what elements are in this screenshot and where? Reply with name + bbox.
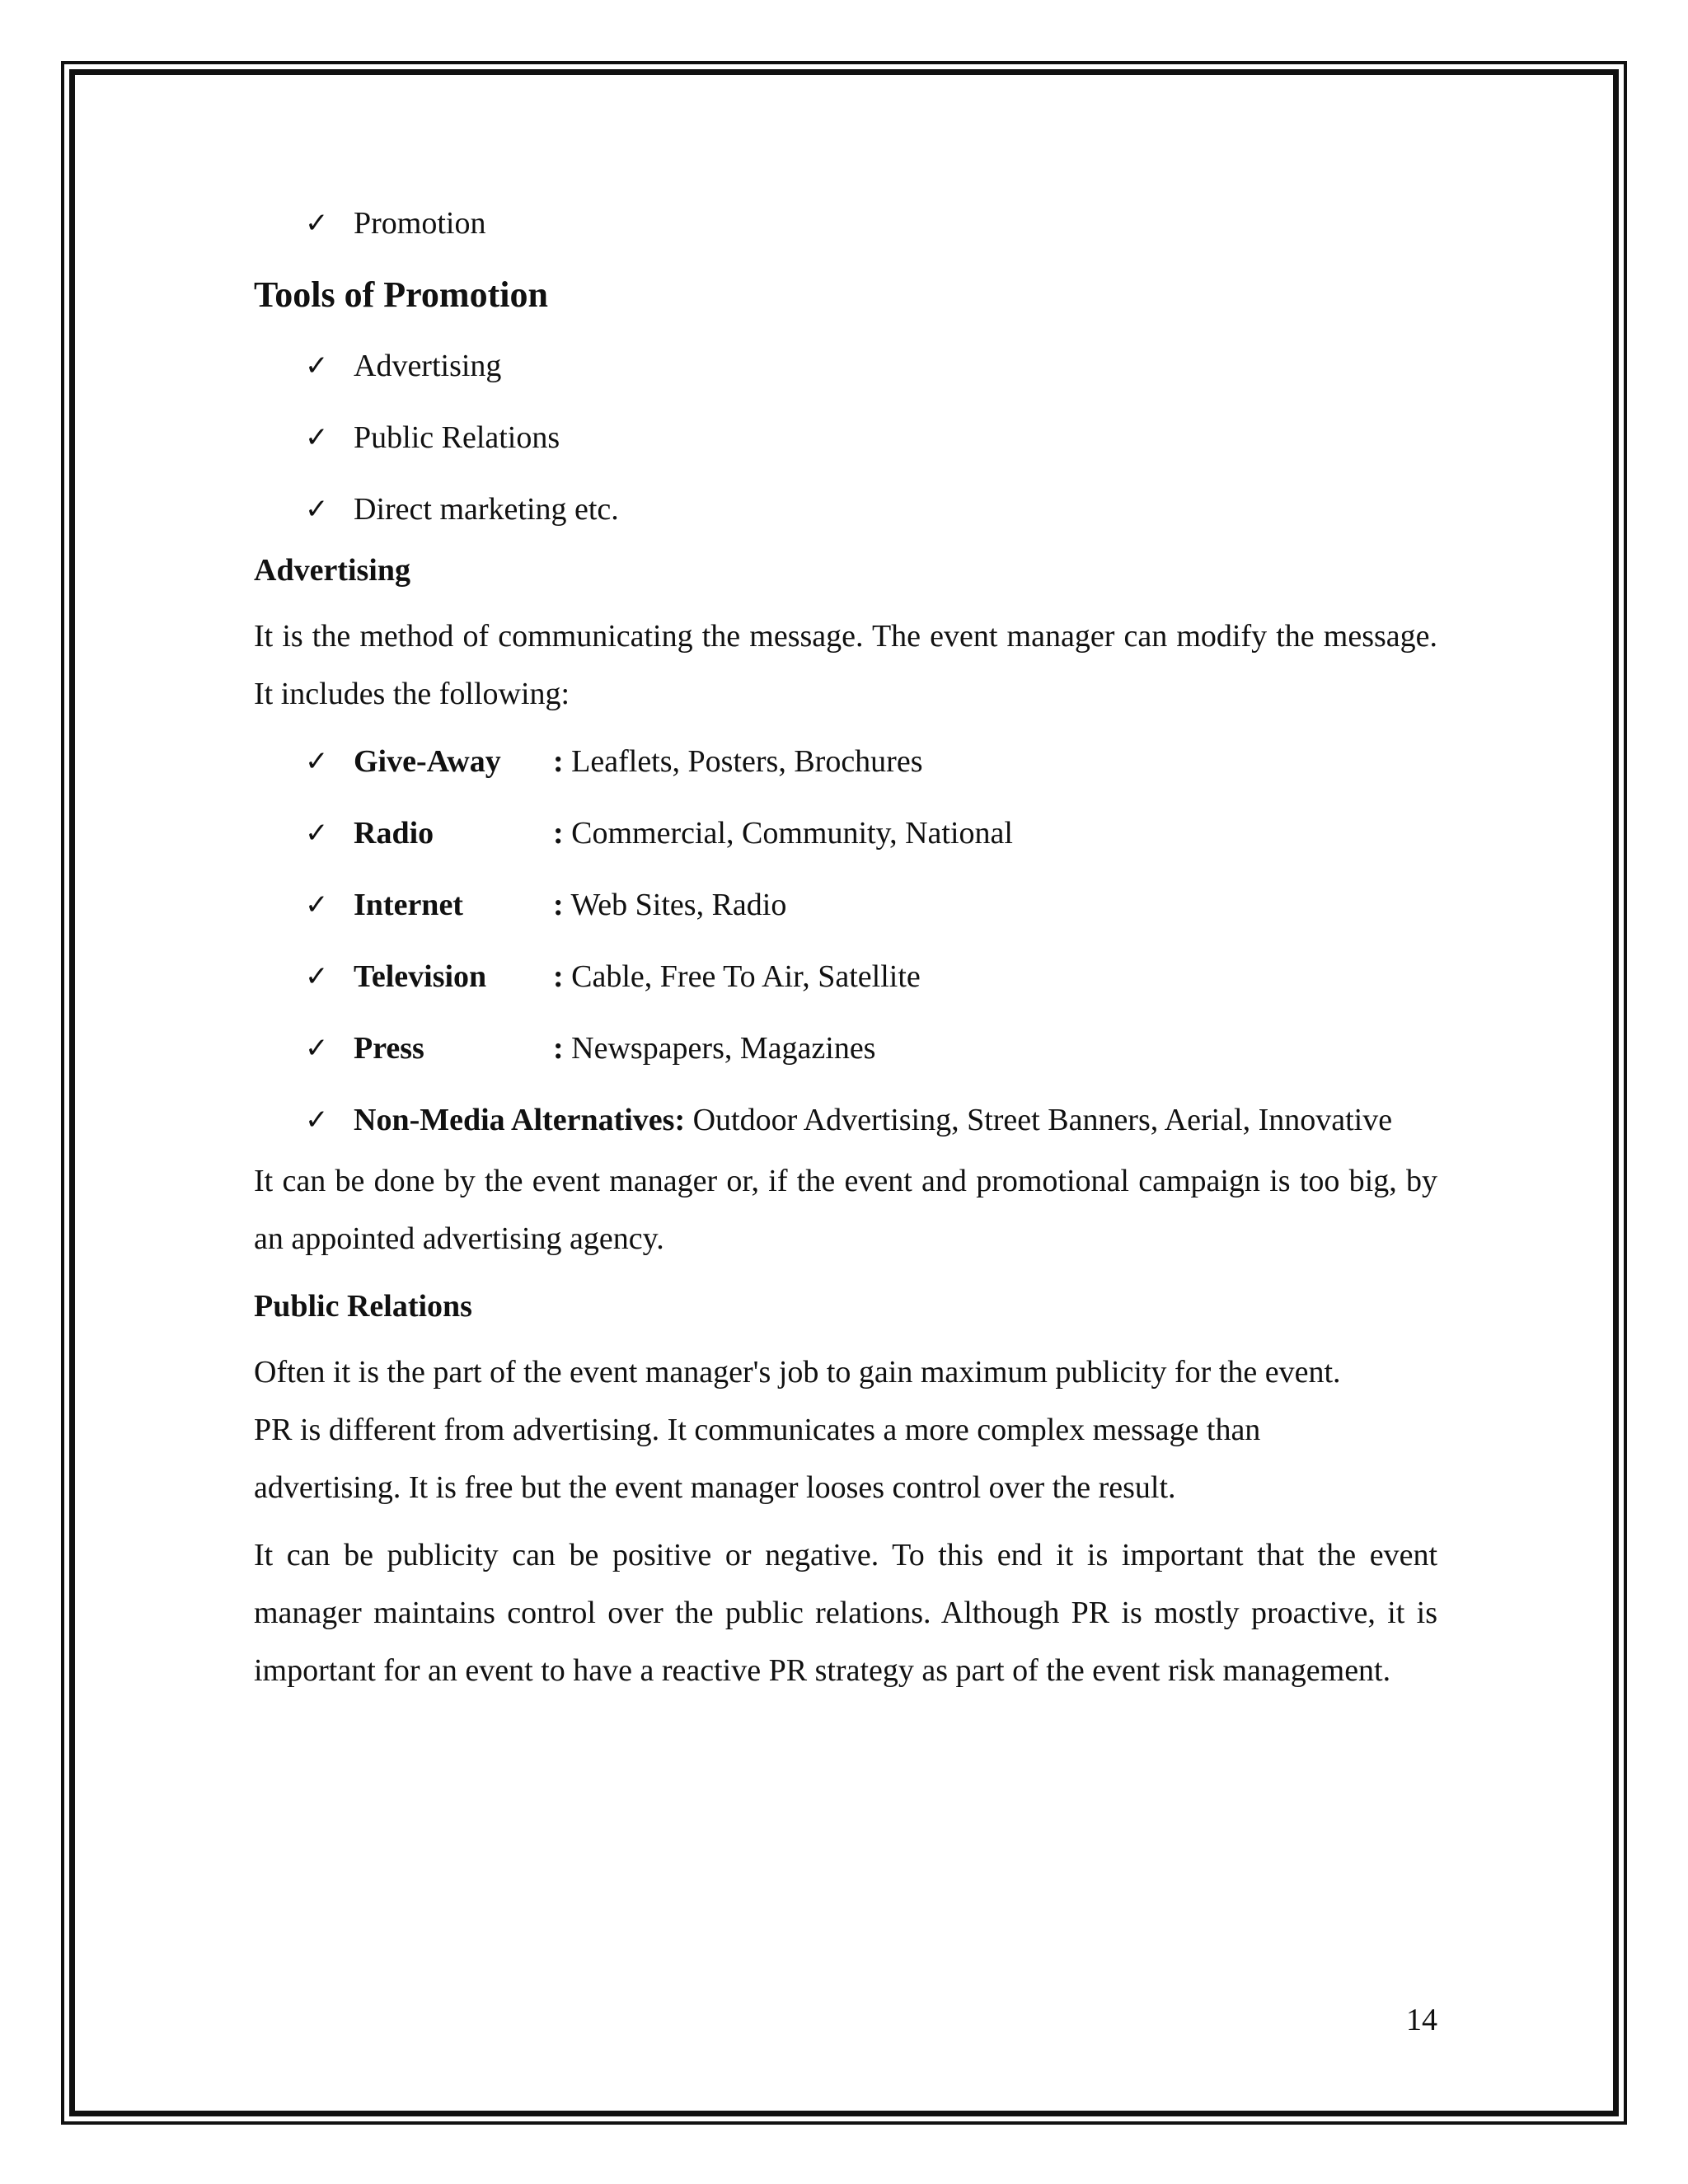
item-term: Internet	[354, 888, 463, 922]
item-colon: :	[553, 1031, 564, 1066]
advertising-closing-paragraph: It can be done by the event manager or, if the event and promotional campaign is too big, by an appointed advertising agency.	[254, 1164, 1437, 1256]
item-colon: :	[553, 888, 564, 922]
checkmark-icon: ✓	[305, 493, 329, 526]
advertising-intro-paragraph: It is the method of communicating the message. The event manager can modify the message. It includes the following:	[254, 619, 1437, 711]
list-item-label: Promotion	[354, 206, 486, 241]
public-relations-heading: Public Relations	[254, 1289, 472, 1324]
list-item-label: Advertising	[354, 349, 502, 383]
checkmark-icon: ✓	[305, 421, 329, 454]
paragraph-line: advertising. It is free but the event manager looses control over the result.	[254, 1470, 1176, 1505]
item-detail: Leaflets, Posters, Brochures	[563, 744, 923, 779]
list-item-internet	[254, 876, 1437, 934]
checkmark-icon: ✓	[305, 960, 329, 993]
item-detail: Commercial, Community, National	[563, 816, 1013, 851]
item-detail: Newspapers, Magazines	[563, 1031, 876, 1066]
item-term: Non-Media Alternatives:	[354, 1103, 686, 1137]
checkmark-icon: ✓	[305, 745, 329, 778]
public-relations-paragraph-1	[254, 1343, 1437, 1516]
document-content	[254, 194, 1437, 1709]
list-item-press	[254, 1019, 1437, 1077]
public-relations-paragraph-2: It can be publicity can be positive or negative. To this end it is important that the event manager maintains control over the public relations. Although PR is mostly proactive, it is important for an event to have a reactive PR strategy as part of the event risk management.	[254, 1538, 1437, 1688]
checkmark-icon: ✓	[305, 888, 329, 921]
list-item-public-relations	[254, 409, 1437, 466]
list-item-give-away	[254, 733, 1437, 790]
paragraph-line: PR is different from advertising. It communicates a more complex message than	[254, 1413, 1261, 1447]
advertising-heading: Advertising	[254, 553, 410, 588]
item-term: Radio	[354, 816, 434, 851]
paragraph-line: Often it is the part of the event manager's job to gain maximum publicity for the event.	[254, 1355, 1341, 1390]
item-colon: :	[553, 744, 564, 779]
item-colon: :	[553, 816, 564, 851]
checkmark-icon: ✓	[305, 207, 329, 240]
list-item-promotion	[254, 194, 1437, 252]
item-detail: Outdoor Advertising, Street Banners, Aerial, Innovative	[685, 1103, 1393, 1137]
tools-of-promotion-heading: Tools of Promotion	[254, 274, 548, 315]
list-item-label: Direct marketing etc.	[354, 492, 619, 527]
checkmark-icon: ✓	[305, 349, 329, 382]
page-number: 14	[1406, 2003, 1437, 2037]
item-detail: Web Sites, Radio	[563, 888, 787, 922]
item-colon: :	[553, 959, 564, 994]
checkmark-icon: ✓	[305, 817, 329, 850]
list-item-direct-marketing	[254, 480, 1437, 538]
list-item-non-media-alternatives	[254, 1091, 1437, 1149]
item-term: Give-Away	[354, 744, 501, 779]
item-detail: Cable, Free To Air, Satellite	[563, 959, 921, 994]
list-item-television	[254, 948, 1437, 1005]
checkmark-icon: ✓	[305, 1032, 329, 1065]
item-term: Television	[354, 959, 487, 994]
checkmark-icon: ✓	[305, 1104, 329, 1137]
item-term: Press	[354, 1031, 424, 1066]
list-item-label: Public Relations	[354, 420, 560, 455]
list-item-radio	[254, 804, 1437, 862]
list-item-advertising	[254, 337, 1437, 395]
